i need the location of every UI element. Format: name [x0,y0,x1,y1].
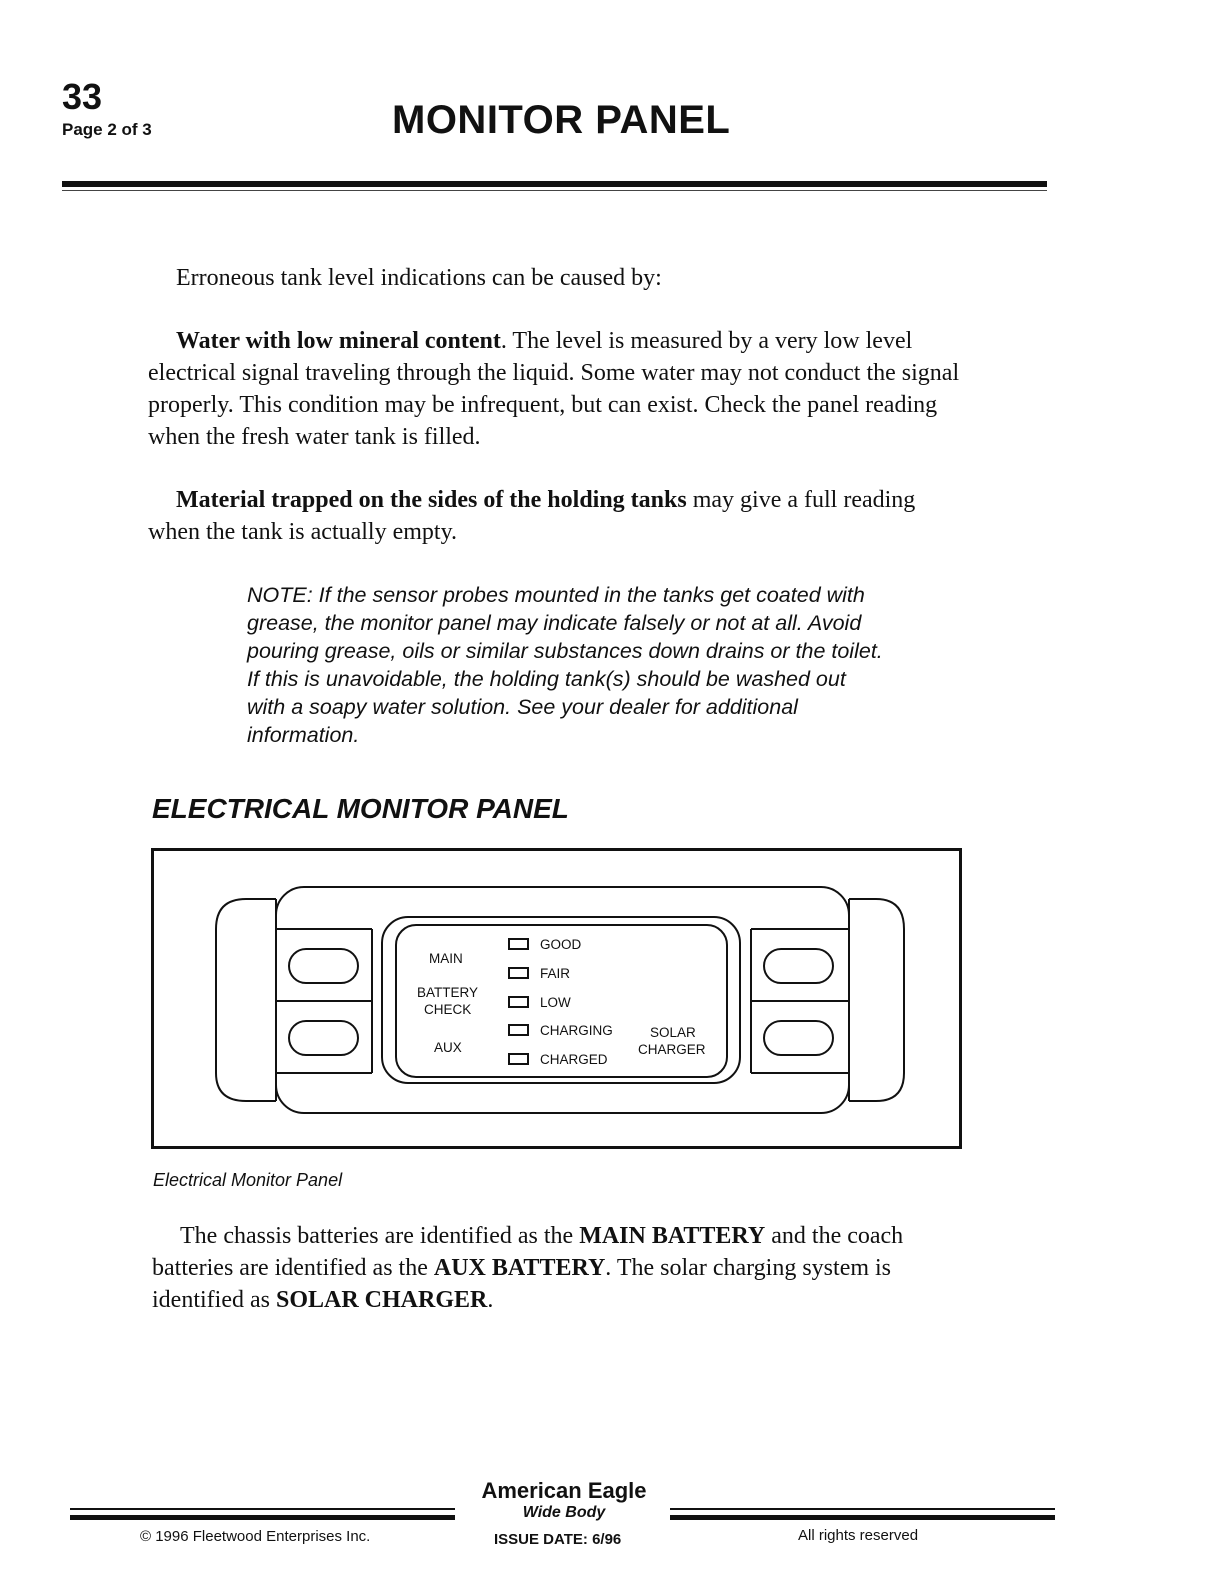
indicator-label-low: LOW [540,995,571,1010]
batteries-paragraph [152,1220,982,1316]
left-panel-ear [216,899,276,1101]
material-text: may give a full reading when the tank is actually empty. [148,487,916,545]
right-panel-ear [849,899,904,1101]
main-button [289,949,358,983]
footer-brand: American Eagle [481,1478,647,1503]
footer-copyright: © 1996 Fleetwood Enterprises Inc. [140,1528,371,1545]
header-rule-thin [62,190,1047,191]
aux-battery-term: AUX BATTERY [433,1255,606,1281]
indicator-label-charged: CHARGED [540,1052,608,1067]
footer-issue-date: ISSUE DATE: 6/96 [494,1531,622,1548]
header-rule [62,181,1047,187]
solar-charger-term: SOLAR CHARGER [275,1287,488,1313]
footer-right-rule-thick [670,1515,1055,1520]
indicator-label-charging: CHARGING [540,1023,613,1038]
charging-led [509,1025,528,1035]
batteries-text-1: The chassis batteries are identified as the [180,1223,580,1249]
material-paragraph [148,484,968,548]
indicator-label-fair: FAIR [540,966,571,981]
page-title: MONITOR PANEL [392,98,731,142]
material-lead: Material trapped on the sides of the holding tanks [176,487,687,513]
footer-rights: All rights reserved [798,1527,919,1544]
page-number: 33 [62,76,103,117]
footer-left-rule [70,1508,455,1510]
footer-model: Wide Body [522,1504,606,1521]
footer-left-rule-thick [70,1515,455,1520]
indicator-label-good: GOOD [540,937,582,952]
battery-check-label-line1: BATTERY [417,985,479,1000]
water-paragraph [148,325,968,453]
solar-label-line1: SOLAR [650,1025,696,1040]
battery-check-label-line2: CHECK [424,1002,472,1017]
water-lead: Water with low mineral content [176,328,501,354]
solar-label-line2: CHARGER [638,1042,706,1057]
figure-frame [151,848,962,1149]
charged-led [509,1054,528,1064]
solar-top-button [764,949,833,983]
low-led [509,997,528,1007]
footer-right-rule [670,1508,1055,1510]
main-battery-term: MAIN BATTERY [579,1223,766,1249]
note-paragraph: NOTE: If the sensor probes mounted in the tanks get coated with grease, the monitor panel may indicate falsely or not at all. Avoid pouring grease, oils or similar substances down drains or the toilet. If this is unavoidable, the holding tank(s) should be washed out with a soapy water solution. See your dealer for additional information. [247,583,883,747]
aux-label: AUX [434,1040,462,1055]
page-of-label: Page 2 of 3 [62,120,152,139]
intro-paragraph: Erroneous tank level indications can be caused by: [176,265,662,291]
figure-caption: Electrical Monitor Panel [153,1170,343,1190]
batteries-text-4: . [487,1287,494,1313]
section-heading: ELECTRICAL MONITOR PANEL [152,793,569,824]
main-label: MAIN [429,951,463,966]
batteries-text-3: . The solar charging system is identified as [152,1255,892,1313]
aux-button [289,1021,358,1055]
batteries-text-2: and the coach batteries are identified as the [152,1223,904,1281]
solar-bottom-button [764,1021,833,1055]
water-text: . The level is measured by a very low level electrical signal traveling through the liquid. Some water may not conduct the signal properly. This condition may be infrequent, but can exist. Check the panel reading when the fresh water tank is filled. [148,328,960,450]
good-led [509,939,528,949]
fair-led [509,968,528,978]
